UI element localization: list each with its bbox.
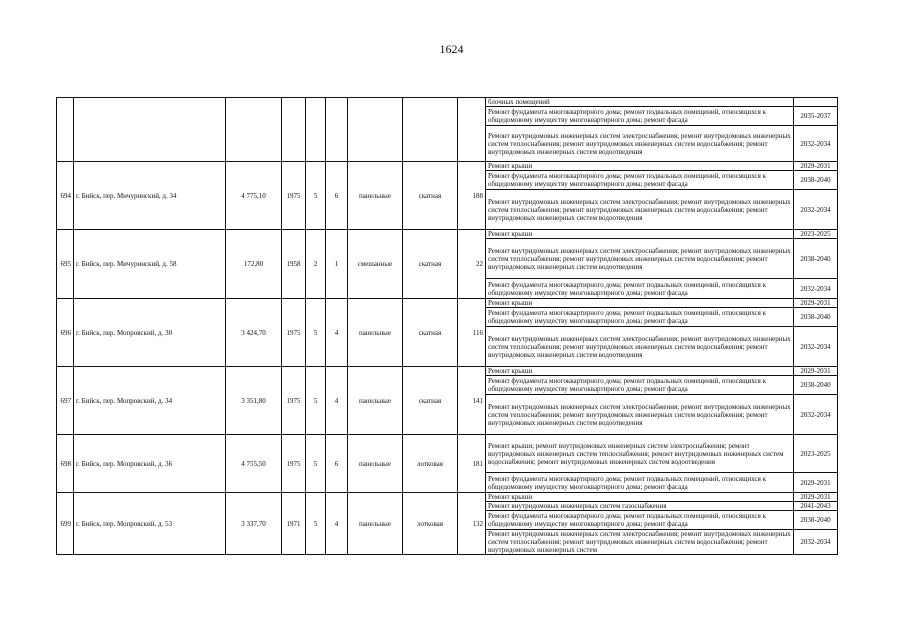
work-description: Ремонт фундамента многоквартирного дома; ремонт подвальных помещений, относящихся к общедомовому имуществу многоквартирного дома; ремонт фасада <box>486 279 794 299</box>
building-entrances: 1 <box>326 230 348 299</box>
building-number: 695 <box>57 230 74 299</box>
work-description: Ремонт фундамента многоквартирного дома; ремонт подвальных помещений, относящихся к общедомовому имуществу многоквартирного дома; ремонт фасада <box>486 511 794 530</box>
work-description: Ремонт внутридомовых инженерных систем электроснабжения; ремонт внутридомовых инженерных систем теплоснабжения; ремонт внутридомовых инженерных систем водоснабжения; ремонт внутридомовых инженерных систем <box>486 530 794 555</box>
building-number: 699 <box>57 493 74 555</box>
wall-material: панельные <box>348 299 403 367</box>
work-period: 2038-2040 <box>794 376 838 395</box>
work-description: Ремонт крыши <box>486 367 794 376</box>
work-period: 2029-2031 <box>794 299 838 308</box>
building-area: 3 351,80 <box>226 367 282 435</box>
building-floors: 5 <box>306 162 326 230</box>
building-area: 4 775,10 <box>226 162 282 230</box>
roof-type: скатная <box>403 162 458 230</box>
work-period <box>794 98 838 107</box>
work-description: Ремонт крыши <box>486 230 794 239</box>
building-floors: 2 <box>306 230 326 299</box>
building-floors: 5 <box>306 367 326 435</box>
table-row <box>57 435 838 473</box>
wall-material: панельные <box>348 162 403 230</box>
building-floors: 5 <box>306 493 326 555</box>
building-area: 3 424,70 <box>226 299 282 367</box>
building-address: г. Бийск, пер. Мичуринский, д. 34 <box>74 162 226 230</box>
roof-type: лотковая <box>403 493 458 555</box>
table-row <box>57 367 838 376</box>
building-floors: 5 <box>306 299 326 367</box>
work-description: Ремонт крыши; ремонт внутридомовых инженерных систем электроснабжения; ремонт внутридомовых инженерных систем теплоснабжения; ремонт внутридомовых инженерных систем водоснабжения; ремонт внутридомовых инженерных систем водоотведения <box>486 435 794 473</box>
empty-cell <box>403 98 458 162</box>
building-area: 3 337,70 <box>226 493 282 555</box>
empty-cell <box>348 98 403 162</box>
wall-material: смешанные <box>348 230 403 299</box>
page-number <box>0 42 903 57</box>
work-description: Ремонт фундамента многоквартирного дома; ремонт подвальных помещений, относящихся к общедомовому имуществу многоквартирного дома; ремонт фасада <box>486 171 794 190</box>
empty-cell <box>282 98 306 162</box>
building-number: 694 <box>57 162 74 230</box>
work-description: Ремонт крыши <box>486 299 794 308</box>
building-area: 172,80 <box>226 230 282 299</box>
roof-type: скатная <box>403 367 458 435</box>
work-description: блочных помещений <box>486 98 794 107</box>
work-period: 2023-2025 <box>794 230 838 239</box>
work-period: 2038-2040 <box>794 511 838 530</box>
work-description: Ремонт фундамента многоквартирного дома; ремонт подвальных помещений, относящихся к общедомовому имуществу многоквартирного дома; ремонт фасада <box>486 107 794 126</box>
building-floors: 5 <box>306 435 326 493</box>
table-row <box>57 493 838 502</box>
table-row <box>57 98 838 107</box>
work-period: 2029-2031 <box>794 473 838 493</box>
building-entrances: 6 <box>326 162 348 230</box>
building-address: г. Бийск, пер. Мопровский, д. 36 <box>74 435 226 493</box>
work-period: 2035-2037 <box>794 107 838 126</box>
residents-count: 132 <box>458 493 486 555</box>
building-year: 1971 <box>282 493 306 555</box>
residents-count: 188 <box>458 162 486 230</box>
work-period: 2029-2031 <box>794 162 838 171</box>
work-description: Ремонт внутридомовых инженерных систем газоснабжения <box>486 502 794 511</box>
empty-cell <box>57 98 74 162</box>
work-description: Ремонт внутридомовых инженерных систем электроснабжения; ремонт внутридомовых инженерных систем теплоснабжения; ремонт внутридомовых инженерных систем водоснабжения; ремонт внутридомовых инженерных систем водоотведения <box>486 190 794 230</box>
work-period: 2038-2040 <box>794 171 838 190</box>
residents-count: 141 <box>458 367 486 435</box>
work-period: 2029-2031 <box>794 493 838 502</box>
work-period: 2038-2040 <box>794 239 838 279</box>
roof-type: скатная <box>403 230 458 299</box>
table-body <box>57 98 838 555</box>
work-description: Ремонт крыши <box>486 493 794 502</box>
building-entrances: 4 <box>326 493 348 555</box>
work-description: Ремонт внутридомовых инженерных систем электроснабжения; ремонт внутридомовых инженерных систем теплоснабжения; ремонт внутридомовых инженерных систем водоснабжения; ремонт внутридомовых инженерных систем водоотведения <box>486 239 794 279</box>
wall-material: панельные <box>348 367 403 435</box>
work-period: 2032-2034 <box>794 126 838 162</box>
work-period: 2032-2034 <box>794 279 838 299</box>
building-address: г. Бийск, пер. Мичуринский, д. 58 <box>74 230 226 299</box>
work-period: 2032-2034 <box>794 190 838 230</box>
empty-cell <box>306 98 326 162</box>
building-entrances: 6 <box>326 435 348 493</box>
building-year: 1975 <box>282 299 306 367</box>
wall-material: панельные <box>348 493 403 555</box>
table-row <box>57 230 838 239</box>
work-description: Ремонт внутридомовых инженерных систем электроснабжения; ремонт внутридомовых инженерных систем теплоснабжения; ремонт внутридомовых инженерных систем водоснабжения; ремонт внутридомовых инженерных систем водоотведения <box>486 327 794 367</box>
building-number: 697 <box>57 367 74 435</box>
residents-count: 181 <box>458 435 486 493</box>
work-description: Ремонт фундамента многоквартирного дома; ремонт подвальных помещений, относящихся к общедомовому имуществу многоквартирного дома; ремонт фасада <box>486 308 794 327</box>
residents-count: 116 <box>458 299 486 367</box>
building-address: г. Бийск, пер. Мопровский, д. 34 <box>74 367 226 435</box>
page-number-text: 1624 <box>439 42 464 56</box>
residents-count: 22 <box>458 230 486 299</box>
work-description: Ремонт внутридомовых инженерных систем электроснабжения; ремонт внутридомовых инженерных систем теплоснабжения; ремонт внутридомовых инженерных систем водоснабжения; ремонт внутридомовых инженерных систем водоотведения <box>486 395 794 435</box>
table-row <box>57 299 838 308</box>
capital-repair-table <box>56 97 838 555</box>
building-year: 1958 <box>282 230 306 299</box>
work-period: 2029-2031 <box>794 367 838 376</box>
work-period: 2032-2034 <box>794 327 838 367</box>
empty-cell <box>326 98 348 162</box>
building-year: 1975 <box>282 162 306 230</box>
building-number: 696 <box>57 299 74 367</box>
work-period: 2023-2025 <box>794 435 838 473</box>
work-period: 2032-2034 <box>794 395 838 435</box>
work-description: Ремонт фундамента многоквартирного дома; ремонт подвальных помещений, относящихся к общедомовому имуществу многоквартирного дома; ремонт фасада <box>486 376 794 395</box>
building-area: 4 755,50 <box>226 435 282 493</box>
roof-type: скатная <box>403 299 458 367</box>
wall-material: панельные <box>348 435 403 493</box>
building-year: 1975 <box>282 367 306 435</box>
building-address: г. Бийск, пер. Мопровский, д. 53 <box>74 493 226 555</box>
work-period: 2038-2040 <box>794 308 838 327</box>
empty-cell <box>226 98 282 162</box>
work-description: Ремонт фундамента многоквартирного дома; ремонт подвальных помещений, относящихся к общедомовому имуществу многоквартирного дома; ремонт фасада <box>486 473 794 493</box>
building-entrances: 4 <box>326 367 348 435</box>
work-description: Ремонт внутридомовых инженерных систем электроснабжения; ремонт внутридомовых инженерных систем теплоснабжения; ремонт внутридомовых инженерных систем водоснабжения; ремонт внутридомовых инженерных систем водоотведения <box>486 126 794 162</box>
building-year: 1975 <box>282 435 306 493</box>
work-description: Ремонт крыши <box>486 162 794 171</box>
work-period: 2032-2034 <box>794 530 838 555</box>
building-entrances: 4 <box>326 299 348 367</box>
empty-cell <box>74 98 226 162</box>
building-address: г. Бийск, пер. Мопровский, д. 30 <box>74 299 226 367</box>
work-period: 2041-2043 <box>794 502 838 511</box>
roof-type: лотковая <box>403 435 458 493</box>
building-number: 698 <box>57 435 74 493</box>
table-row <box>57 162 838 171</box>
empty-cell <box>458 98 486 162</box>
